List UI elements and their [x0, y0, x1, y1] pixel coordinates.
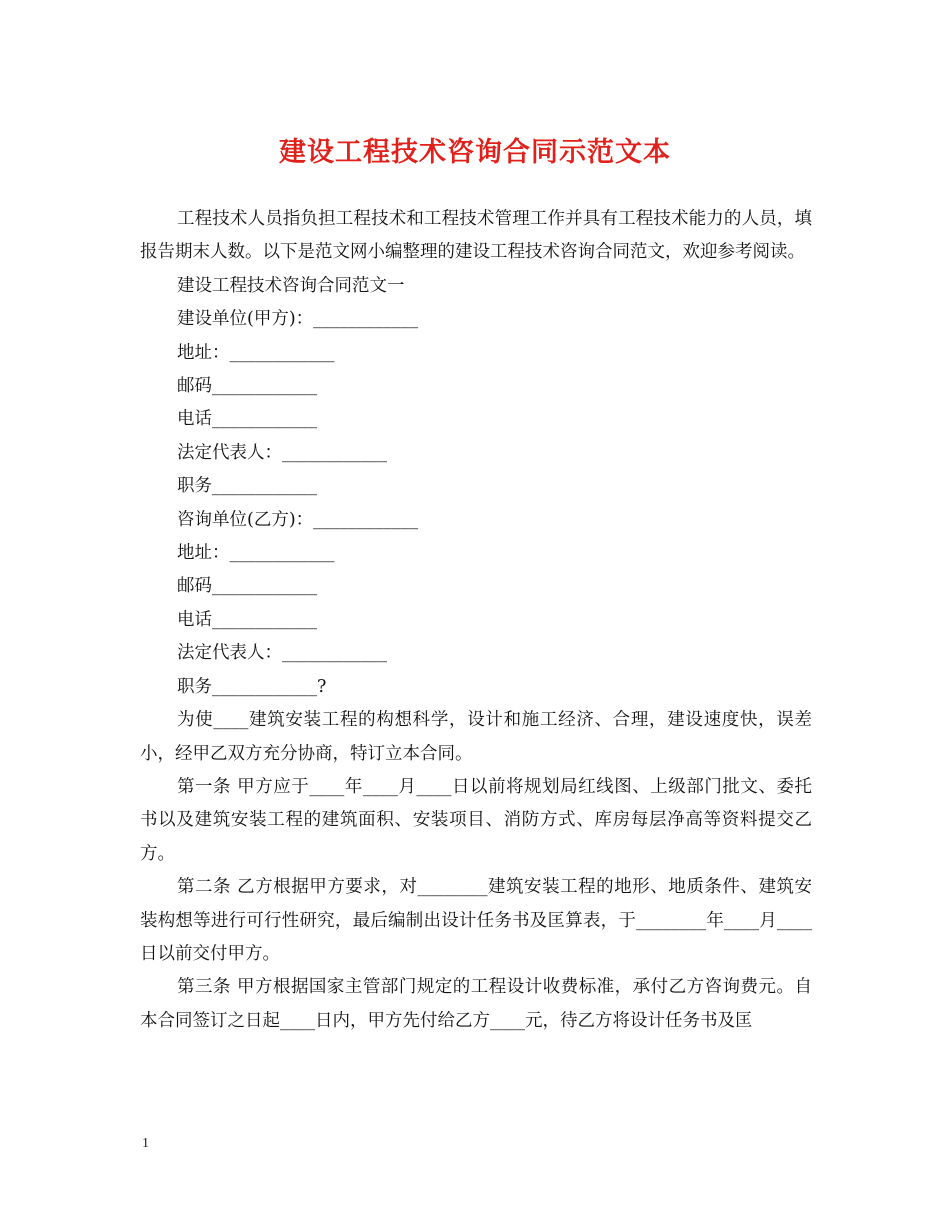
party-a-address-field: 地址：____________ [177, 342, 335, 363]
party-b-address-field: 地址：____________ [177, 543, 335, 564]
party-b-phone-field: 电话____________ [177, 609, 317, 630]
party-b-legal-rep-field: 法定代表人：____________ [177, 643, 387, 664]
document-title: 建设工程技术咨询合同示范文本 [279, 137, 671, 168]
party-a-postcode-field: 邮码____________ [177, 376, 317, 397]
party-a-phone-field: 电话____________ [177, 409, 317, 430]
preamble-paragraph: 为使____建筑安装工程的构想科学，设计和施工经济、合理，建设速度快，误差小，经甲乙双方充分协商，特订立本合同。 [140, 710, 812, 764]
page-number: 1 [142, 1136, 149, 1151]
section-heading: 建设工程技术咨询合同范文一 [177, 275, 405, 296]
party-b-position-field: 职务____________? [177, 676, 327, 697]
article-1-paragraph: 第一条 甲方应于____年____月____日以前将规划局红线图、上级部门批文、委托书以及建筑安装工程的建筑面积、安装项目、消防方式、库房每层净高等资料提交乙方。 [140, 776, 812, 864]
party-a-legal-rep-field: 法定代表人：____________ [177, 442, 387, 463]
document-body [140, 203, 812, 1038]
article-2-paragraph: 第二条 乙方根据甲方要求，对________建筑安装工程的地形、地质条件、建筑安装构想等进行可行性研究，最后编制出设计任务书及匡算表，于________年____月____日以前交付甲方。 [140, 877, 812, 964]
party-b-unit-field: 咨询单位(乙方)：____________ [177, 509, 419, 530]
intro-paragraph: 工程技术人员指负担工程技术和工程技术管理工作并具有工程技术能力的人员，填报告期末人数。以下是范文网小编整理的建设工程技术咨询合同范文，欢迎参考阅读。 [140, 209, 812, 263]
party-a-unit-field: 建设单位(甲方)：____________ [177, 309, 419, 330]
party-b-postcode-field: 邮码____________ [177, 576, 317, 597]
party-a-position-field: 职务____________ [177, 476, 317, 497]
article-3-paragraph: 第三条 甲方根据国家主管部门规定的工程设计收费标准，承付乙方咨询费元。自本合同签订之日起____日内，甲方先付给乙方____元，待乙方将设计任务书及匡 [140, 977, 812, 1031]
